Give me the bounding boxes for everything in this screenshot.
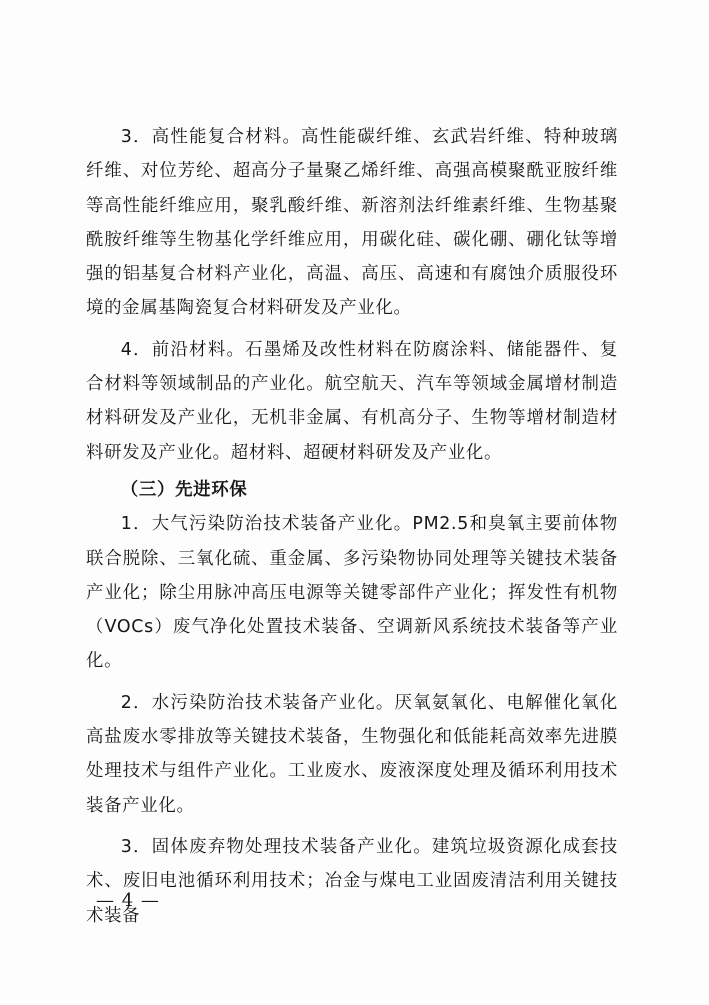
paragraph-high-performance-composites: 3．高性能复合材料。高性能碳纤维、玄武岩纤维、特种玻璃纤维、对位芳纶、超高分子量聚乙烯纤维、高强高模聚酰亚胺纤维等高性能纤维应用，聚乳酸纤维、新溶剂法纤维素纤维、生物基聚酰胺纤维等生物基化学纤维应用，用碳化硅、碳化硼、硼化钛等增强的铝基复合材料产业化，高温、高压、高速和有腐蚀介质服役环境的金属基陶瓷复合材料研发及产业化。 bbox=[86, 127, 618, 319]
document-body bbox=[86, 120, 618, 933]
paragraph-water-pollution: 2．水污染防治技术装备产业化。厌氧氨氧化、电解催化氧化高盐废水零排放等关键技术装备，生物强化和低能耗高效率先进膜处理技术与组件产业化。工业废水、废液深度处理及循环利用技术装备产业化。 bbox=[86, 692, 618, 816]
paragraph-air-pollution: 1．大气污染防治技术装备产业化。PM2.5和臭氧主要前体物联合脱除、三氧化硫、重金属、多污染物协同处理等关键技术装备产业化；除尘用脉冲高压电源等关键零部件产业化；挥发性有机物（VOCs）废气净化处置技术装备、空调新风系统技术装备等产业化。 bbox=[86, 514, 618, 672]
page-number: — 4 — bbox=[96, 890, 160, 911]
paragraph-frontier-materials: 4．前沿材料。石墨烯及改性材料在防腐涂料、储能器件、复合材料等领域制品的产业化。航空航天、汽车等领域金属增材制造材料研发及产业化，无机非金属、有机高分子、生物等增材制造材料研发及产业化。超材料、超硬材料研发及产业化。 bbox=[86, 339, 618, 463]
section-heading-advanced-environmental: （三）先进环保 bbox=[120, 479, 248, 500]
paragraph-solid-waste: 3．固体废弃物处理技术装备产业化。建筑垃圾资源化成套技术、废旧电池循环利用技术；冶金与煤电工业固废清洁利用关键技术装备 bbox=[86, 836, 618, 926]
